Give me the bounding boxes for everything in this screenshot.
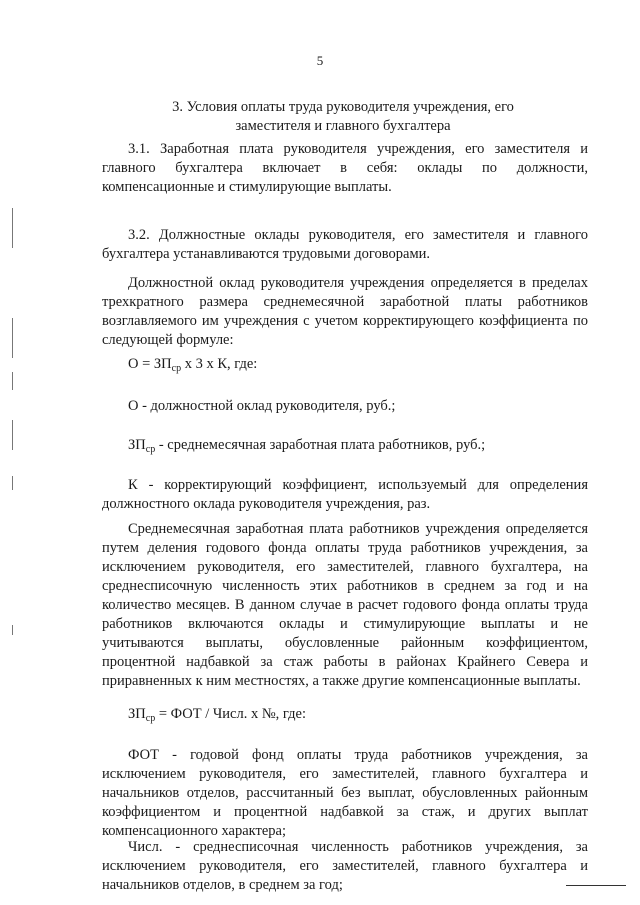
definition-chisl: Числ. - среднесписочная численность работников учреждения, за исключением руководителя, его заместителей, главного бухгалтера и начальников отделов, в среднем за год; (102, 839, 588, 893)
definition-zp-symbol: ЗП (128, 437, 146, 453)
definition-fot: ФОТ - годовой фонд оплаты труда работников учреждения, за исключением руководителя, его заместителей, главного бухгалтера и начальников отделов, рассчитанный без выплат, обусловленных районным коэффициентом и процентной надбавкой за стаж, и других выплат компенсационного характера; (102, 747, 588, 839)
paragraph-salary-rule: Должностной оклад руководителя учреждения определяется в пределах трехкратного размера среднемесячной заработной платы работников возглавляемого им учреждения с учетом корректирующего коэффициента по следующей формуле: (102, 275, 588, 348)
formula-average-subscript: ср (145, 713, 156, 724)
formula-average-lhs: ЗП (128, 706, 146, 722)
paragraph-3-2: 3.2. Должностные оклады руководителя, его заместителя и главного бухгалтера устанавливаются трудовыми договорами. (102, 227, 588, 262)
definition-zp-text: - среднемесячная заработная плата работников, руб.; (155, 437, 486, 453)
section-heading-line-1: 3. Условия оплаты труда руководителя учреждения, его (172, 99, 514, 115)
margin-mark (12, 625, 13, 635)
formula-salary-subscript: ср (171, 363, 182, 374)
definition-zp (128, 436, 485, 455)
formula-salary (128, 355, 257, 374)
margin-mark (12, 208, 13, 248)
margin-mark (12, 318, 13, 358)
footer-rule (566, 885, 626, 886)
definition-zp-subscript: ср (145, 444, 156, 455)
binding-margin-marks (12, 0, 20, 905)
page-number: 5 (316, 53, 324, 68)
paragraph-3-1: 3.1. Заработная плата руководителя учреждения, его заместителя и главного бухгалтера включает в себя: оклады по должности, компенсационные и стимулирующие выплаты. (102, 141, 588, 195)
formula-average (128, 705, 306, 724)
section-heading-line-2: заместителя и главного бухгалтера (235, 118, 451, 134)
margin-mark (12, 476, 13, 490)
definition-k: К - корректирующий коэффициент, используемый для определения должностного оклада руководителя учреждения, раз. (102, 477, 588, 512)
margin-mark (12, 420, 13, 450)
margin-mark (12, 372, 13, 390)
section-heading (96, 98, 590, 136)
formula-salary-rhs: х 3 х К, где: (181, 356, 258, 372)
formula-average-rhs: = ФОТ / Числ. х №, где: (155, 706, 307, 722)
formula-salary-lhs: О = ЗП (128, 356, 172, 372)
paragraph-average-salary: Среднемесячная заработная плата работников учреждения определяется путем деления годового фонда оплаты труда работников учреждения, за исключением руководителя, его заместителей, главного бухгалтера, на среднесписочную численность этих работников в среднем за год и на количество месяцев. В данном случае в расчет годового фонда оплаты труда работников включаются оклады и стимулирующие выплаты и не учитываются выплаты, обусловленные районным коэффициентом, процентной надбавкой за стаж работы в районах Крайнего Севера и приравненных к ним местностях, а также другие компенсационные выплаты. (102, 521, 588, 689)
definition-o: О - должностной оклад руководителя, руб.; (128, 398, 396, 414)
